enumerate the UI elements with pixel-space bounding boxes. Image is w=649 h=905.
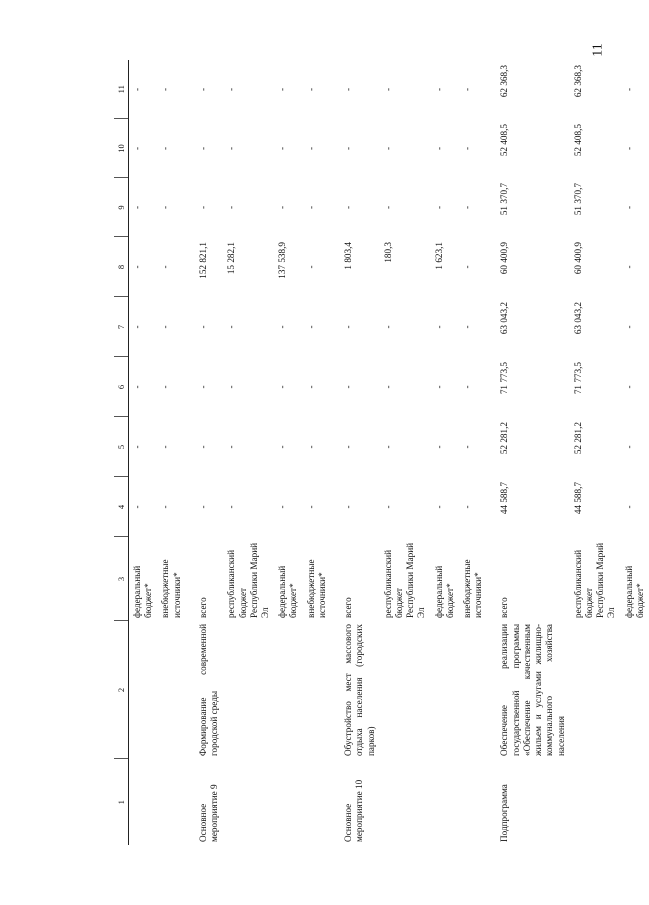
value-cell: - <box>462 325 473 329</box>
name-cell: Обеспечение реализации государственной программы «Обеспечение качественным жильем и услугами жилищно-коммунального хозяйства населения <box>499 624 566 756</box>
value-cell: - <box>343 385 354 389</box>
value-cell: - <box>382 87 393 92</box>
value-cell: - <box>623 146 634 151</box>
value-cell: 15 282,1 <box>226 242 237 275</box>
source-cell: федеральный бюджет* <box>277 565 299 618</box>
value-cell: - <box>132 505 142 509</box>
value-cell: - <box>433 445 444 449</box>
value-cell: - <box>382 325 393 329</box>
table-row <box>487 60 569 845</box>
value-cell: - <box>623 385 634 389</box>
value-cell: - <box>277 505 288 509</box>
item-cell <box>223 759 274 845</box>
value-cell: - <box>462 87 473 92</box>
name-cell <box>570 621 621 759</box>
value-cell: 180,3 <box>382 242 393 263</box>
value-cell: - <box>433 205 444 210</box>
name-cell <box>157 621 185 759</box>
column-header: 3 <box>114 537 129 621</box>
value-cell: - <box>305 505 316 509</box>
name-cell <box>621 621 649 759</box>
value-cell: - <box>433 385 444 389</box>
item-cell: Подпрограмма <box>499 784 510 842</box>
value-cell: 71 773,5 <box>499 362 510 395</box>
value-cell: - <box>462 265 473 269</box>
source-cell: республиканский бюджет Республики Марий Эл <box>382 542 427 618</box>
table-row <box>570 60 621 845</box>
value-cell: - <box>343 325 354 329</box>
value-cell: - <box>343 205 354 210</box>
source-cell: республиканский бюджет Республики Марий Эл <box>226 542 270 618</box>
value-cell: 62 368,3 <box>499 65 510 98</box>
table-row <box>157 60 185 845</box>
value-cell: - <box>623 505 634 509</box>
name-cell <box>459 621 487 759</box>
value-cell: - <box>132 325 142 329</box>
value-cell: - <box>433 87 444 92</box>
value-cell: - <box>197 325 208 329</box>
value-cell: - <box>382 445 393 449</box>
table-row <box>223 60 274 845</box>
column-header: 11 <box>114 60 129 119</box>
column-header: 10 <box>114 119 129 178</box>
table-row <box>459 60 487 845</box>
value-cell: - <box>226 505 237 509</box>
table-row <box>303 60 331 845</box>
column-header: 5 <box>114 417 129 477</box>
value-cell: - <box>226 445 237 449</box>
value-cell: 63 043,2 <box>572 302 583 335</box>
item-cell <box>380 759 431 845</box>
item-cell <box>570 759 621 845</box>
value-cell: - <box>277 385 288 389</box>
value-cell: - <box>462 445 473 449</box>
column-number-row <box>114 60 129 845</box>
value-cell: - <box>433 325 444 329</box>
name-cell: Формирование современной городской среды <box>197 624 220 756</box>
value-cell: - <box>197 146 208 151</box>
value-cell: - <box>197 385 208 389</box>
table-row <box>431 60 459 845</box>
value-cell: - <box>160 325 171 329</box>
value-cell: - <box>343 505 354 509</box>
value-cell: - <box>132 205 142 210</box>
value-cell: 1 623,1 <box>433 242 444 270</box>
table-row <box>380 60 431 845</box>
value-cell: - <box>623 325 634 329</box>
value-cell: 1 803,4 <box>343 242 354 270</box>
value-cell: - <box>433 505 444 509</box>
item-cell <box>459 759 487 845</box>
value-cell: - <box>382 205 393 210</box>
value-cell: 51 370,7 <box>499 183 510 216</box>
value-cell: - <box>382 146 393 151</box>
value-cell: - <box>160 445 171 449</box>
column-header: 7 <box>114 297 129 357</box>
source-cell: внебюджетные источники* <box>160 559 182 618</box>
value-cell: - <box>132 265 142 269</box>
item-cell <box>431 759 459 845</box>
value-cell: - <box>305 385 316 389</box>
source-cell: федеральный бюджет* <box>433 565 455 618</box>
name-cell <box>303 621 331 759</box>
budget-table <box>114 60 649 845</box>
value-cell: - <box>160 505 171 509</box>
value-cell: - <box>226 325 237 329</box>
value-cell: 52 281,2 <box>499 422 510 455</box>
value-cell: - <box>623 265 634 269</box>
item-cell <box>621 759 649 845</box>
value-cell: - <box>305 87 316 92</box>
value-cell: - <box>382 505 393 509</box>
value-cell: - <box>132 87 142 92</box>
value-cell: 44 588,7 <box>572 482 583 515</box>
value-cell: 44 588,7 <box>499 482 510 515</box>
source-cell: внебюджетные источники* <box>305 559 327 618</box>
table-row <box>274 60 302 845</box>
value-cell: - <box>197 87 208 92</box>
source-cell: республиканский бюджет Республики Марий Эл <box>572 542 617 618</box>
column-header: 6 <box>114 357 129 417</box>
value-cell: - <box>343 146 354 151</box>
value-cell: - <box>343 87 354 92</box>
table-row <box>621 60 649 845</box>
source-cell: всего <box>197 597 208 618</box>
item-cell <box>274 759 302 845</box>
name-cell: Обустройство мест массового отдыха населения (городских парков) <box>343 624 376 756</box>
value-cell: - <box>226 146 237 151</box>
value-cell: - <box>305 146 316 151</box>
rotated-table-sheet <box>114 60 645 845</box>
name-cell <box>223 621 274 759</box>
value-cell: - <box>277 146 288 151</box>
value-cell: 60 400,9 <box>572 242 583 275</box>
value-cell: - <box>132 385 142 389</box>
value-cell: 51 370,7 <box>572 183 583 216</box>
table-row <box>331 60 380 845</box>
value-cell: - <box>462 205 473 210</box>
value-cell: - <box>197 445 208 449</box>
table-body <box>129 60 649 845</box>
value-cell: - <box>305 325 316 329</box>
value-cell: 52 281,2 <box>572 422 583 455</box>
value-cell: - <box>623 445 634 449</box>
value-cell: 137 538,9 <box>277 242 288 279</box>
value-cell: - <box>226 385 237 389</box>
item-cell <box>303 759 331 845</box>
column-header: 1 <box>114 759 129 845</box>
value-cell: - <box>305 265 316 269</box>
value-cell: - <box>623 87 634 92</box>
value-cell: - <box>160 205 171 210</box>
source-cell: федеральный бюджет* <box>623 565 645 618</box>
value-cell: - <box>226 87 237 92</box>
value-cell: - <box>132 146 142 151</box>
source-cell: внебюджетные источники* <box>462 559 484 618</box>
source-cell: всего <box>343 597 354 618</box>
value-cell: - <box>623 205 634 210</box>
column-header: 9 <box>114 178 129 237</box>
name-cell <box>431 621 459 759</box>
value-cell: 60 400,9 <box>499 242 510 275</box>
column-header: 8 <box>114 237 129 297</box>
name-cell <box>380 621 431 759</box>
value-cell: 52 408,5 <box>572 124 583 157</box>
value-cell: - <box>305 445 316 449</box>
column-header: 2 <box>114 621 129 759</box>
value-cell: - <box>277 87 288 92</box>
value-cell: - <box>277 445 288 449</box>
table-row <box>129 60 158 845</box>
value-cell: - <box>277 325 288 329</box>
value-cell: - <box>160 385 171 389</box>
value-cell: 52 408,5 <box>499 124 510 157</box>
value-cell: - <box>382 385 393 389</box>
value-cell: 71 773,5 <box>572 362 583 395</box>
value-cell: 62 368,3 <box>572 65 583 98</box>
source-cell: федеральный бюджет* <box>132 565 154 618</box>
page-number: 11 <box>590 43 606 57</box>
item-cell <box>157 759 185 845</box>
value-cell: - <box>197 205 208 210</box>
value-cell: - <box>305 205 316 210</box>
value-cell: - <box>160 146 171 151</box>
value-cell: - <box>226 205 237 210</box>
value-cell: - <box>160 265 171 269</box>
value-cell: - <box>197 505 208 509</box>
item-cell <box>129 759 158 845</box>
item-cell: Основное мероприятие 10 <box>343 779 365 842</box>
table-row <box>186 60 223 845</box>
name-cell <box>129 621 158 759</box>
value-cell: - <box>160 87 171 92</box>
value-cell: 152 821,1 <box>197 242 208 279</box>
name-cell <box>274 621 302 759</box>
item-cell: Основное мероприятие 9 <box>197 784 220 842</box>
value-cell: - <box>343 445 354 449</box>
value-cell: - <box>462 385 473 389</box>
source-cell: всего <box>499 597 510 618</box>
value-cell: - <box>433 146 444 151</box>
value-cell: - <box>462 146 473 151</box>
value-cell: - <box>462 505 473 509</box>
value-cell: - <box>277 205 288 210</box>
value-cell: - <box>132 445 142 449</box>
value-cell: 63 043,2 <box>499 302 510 335</box>
column-header: 4 <box>114 477 129 537</box>
